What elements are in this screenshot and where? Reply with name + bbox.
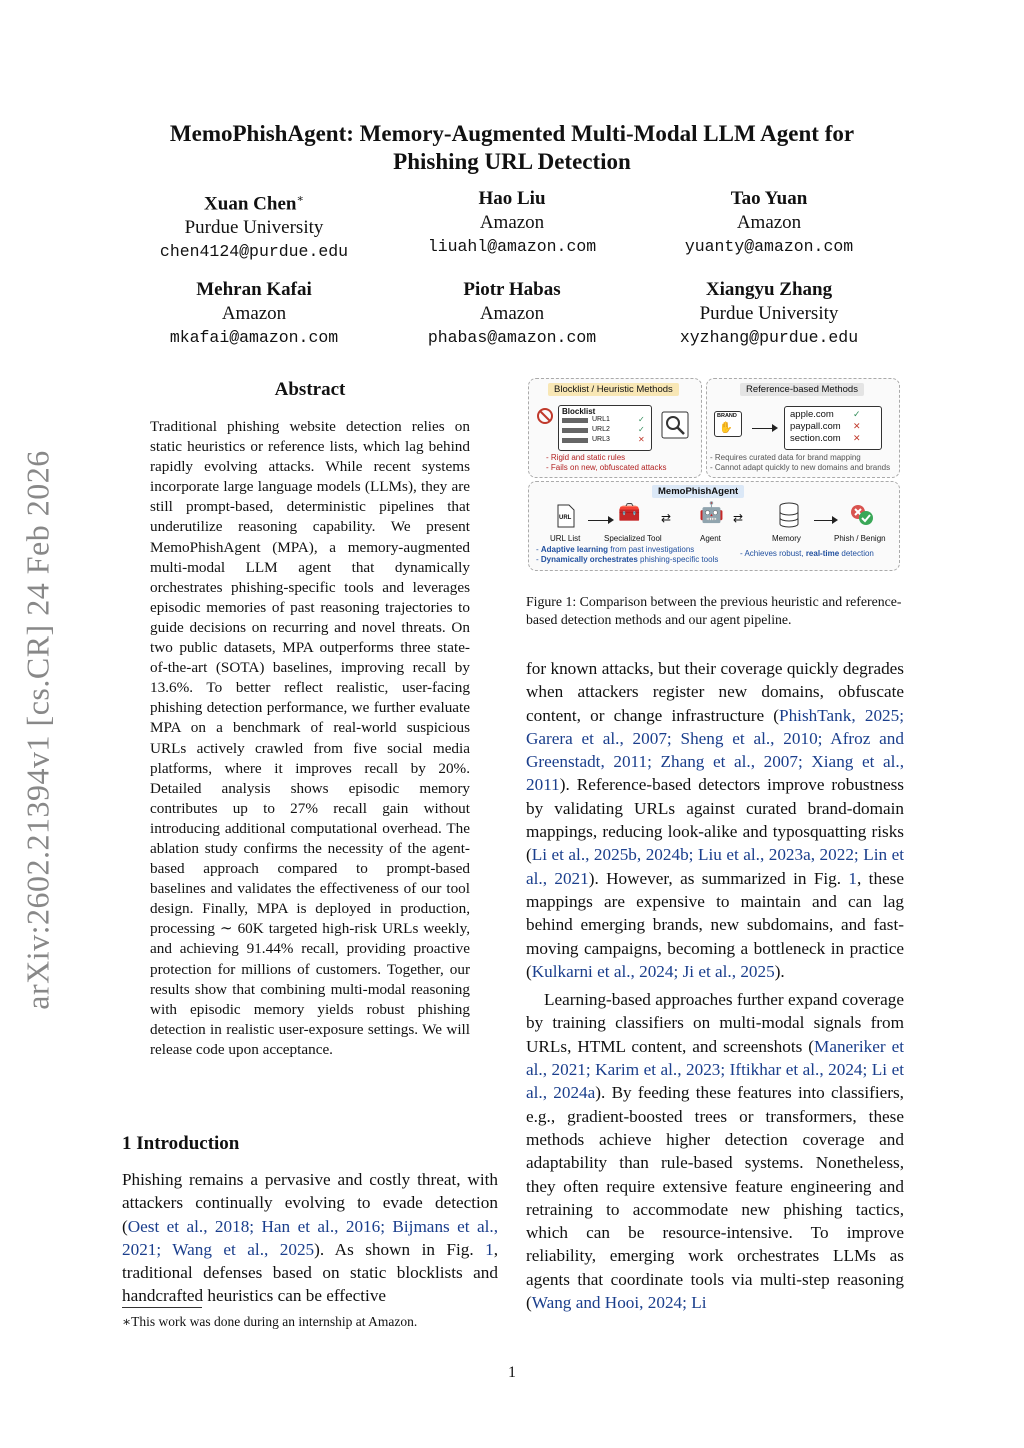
figure-reference-link[interactable]: 1 bbox=[485, 1239, 494, 1259]
paragraph: for known attacks, but their coverage quickly degrades when attackers register new domains, obfuscate content, or change infrastructure (PhishTank, 2025; Garera et al., 2007; Sheng et al., 2010; Afroz and Greenstadt, 2011; Zhang et al., 2007; Xiang et al., 2011). Reference-based detectors improve robustness by validating URLs against curated brand-domain mappings, reducing look-alike and typosquatting risks (Li et al., 2025b, 2024b; Liu et al., 2023a, 2022; Lin et al., 2021). However, as summarized in Fig. 1, these mappings are expensive to maintain and can lag behind emerging brands, new subdomains, and fast-moving campaigns, becoming a bottleneck in practice (Kulkarni et al., 2024; Ji et al., 2025). bbox=[526, 659, 904, 981]
pipeline-label: Phish / Benign bbox=[834, 534, 886, 543]
author-block bbox=[124, 187, 384, 264]
figure-1 bbox=[528, 378, 900, 570]
author-affiliation: Amazon bbox=[221, 303, 287, 324]
author-affiliation: Amazon bbox=[736, 212, 802, 233]
reference-note: - Requires curated data for brand mapping bbox=[710, 453, 861, 462]
title-line-1: MemoPhishAgent: Memory-Augmented Multi-Modal LLM Agent for bbox=[169, 121, 855, 146]
page-number: 1 bbox=[508, 1364, 516, 1381]
introduction-paragraph: Phishing remains a pervasive and costly threat, with attackers continually evolving to evade detection (Oest et al., 2018; Han et al., 2016; Bijmans et al., 2021; Wang et al., 2025). As shown in Fig. 1, traditional defenses based on static blocklists and handcrafted heuristics can be effective bbox=[122, 1170, 498, 1306]
author-block bbox=[382, 278, 642, 350]
phish-benign-icon bbox=[850, 504, 874, 526]
reference-panel-title: Reference-based Methods bbox=[740, 383, 864, 396]
author-affiliation: Amazon bbox=[479, 212, 545, 233]
caption-text: Comparison between the previous heuristic and reference-based detection methods and our agent pipeline. bbox=[526, 594, 902, 627]
handshake-icon: ✋ bbox=[719, 422, 733, 434]
author-name: Xiangyu Zhang bbox=[705, 279, 833, 300]
check-icon: ✓ bbox=[638, 425, 645, 434]
reference-note: - Cannot adapt quickly to new domains and brands bbox=[710, 463, 891, 472]
author-affiliation: Amazon bbox=[479, 303, 545, 324]
author-block bbox=[382, 187, 642, 259]
pipeline-label: Memory bbox=[772, 534, 801, 543]
paragraph: Learning-based approaches further expand coverage by training classifiers on multi-modal signals from URLs, HTML content, and screenshots (Maneriker et al., 2021; Karim et al., 2023; Iftikhar et al., 2024; Li et al., 2024a). By feeding these features into classifiers, e.g., gradient-boosted trees or transformers, these methods achieve higher detection coverage and adaptability than rule-based systems. Nonetheless, they often require extensive feature engineering and retraining to accommodate new phishing tactics, which can be resource-intensive. To improve reliability, emerging work orchestrates LLMs as agents that coordinate tools via multi-step reasoning (Wang and Hooi, 2024; Li bbox=[526, 990, 905, 1313]
list-bar bbox=[562, 418, 588, 423]
domain-entry: section.com bbox=[790, 433, 841, 444]
arrow-icon bbox=[588, 520, 612, 521]
cross-icon: ✕ bbox=[638, 435, 645, 444]
domain-entry: paypall.com bbox=[790, 421, 841, 432]
figure-caption bbox=[526, 593, 906, 629]
author-email[interactable]: yuanty@amazon.com bbox=[684, 237, 854, 256]
footnote: ∗This work was done during an internship at Amazon. bbox=[122, 1314, 418, 1329]
author-name: Xuan Chen bbox=[204, 193, 297, 215]
list-bar bbox=[562, 438, 588, 443]
abstract-heading: Abstract bbox=[274, 379, 346, 400]
right-column bbox=[526, 657, 904, 1314]
agent-note: - Achieves robust, real-time detection bbox=[740, 549, 874, 558]
paper-title bbox=[100, 120, 924, 176]
introduction-heading: 1 Introduction bbox=[122, 1133, 240, 1154]
author-email[interactable]: phabas@amazon.com bbox=[427, 328, 597, 347]
author-affiliation: Purdue University bbox=[699, 303, 839, 324]
exchange-icon: ⇄ bbox=[661, 511, 672, 525]
check-icon: ✓ bbox=[638, 415, 645, 424]
toolbox-icon: 🧰 bbox=[618, 502, 641, 522]
blocklist-note: - Fails on new, obfuscated attacks bbox=[546, 463, 667, 472]
blocklist-label: Blocklist bbox=[562, 407, 596, 416]
pipeline-label: Agent bbox=[700, 534, 721, 543]
citation-link[interactable]: PhishTank, 2025; Garera et al., 2007; Sheng et al., 2010; Afroz and Greenstadt, 2011; Zhang et al., 2007; Xiang et al., 2011 bbox=[526, 705, 904, 795]
caption-label: Figure 1: bbox=[526, 594, 577, 609]
footnote-rule bbox=[122, 1307, 202, 1308]
list-bar bbox=[562, 428, 588, 433]
citation-link[interactable]: Kulkarni et al., 2024; Ji et al., 2025 bbox=[531, 961, 775, 981]
author-email[interactable]: mkafai@amazon.com bbox=[169, 328, 339, 347]
exchange-icon: ⇄ bbox=[733, 511, 744, 525]
prohibited-icon bbox=[536, 407, 554, 425]
title-line-2: Phishing URL Detection bbox=[393, 149, 631, 174]
agent-note: - Dynamically orchestrates phishing-specific tools bbox=[536, 555, 719, 564]
domain-entry: apple.com bbox=[790, 409, 834, 420]
author-email[interactable]: chen4124@purdue.edu bbox=[159, 242, 349, 262]
author-name: Tao Yuan bbox=[730, 188, 808, 209]
blocklist-url: URL3 bbox=[592, 436, 610, 443]
blocklist-url: URL1 bbox=[592, 416, 610, 423]
author-name: Hao Liu bbox=[478, 188, 546, 209]
pipeline-label: Specialized Tool bbox=[604, 534, 662, 543]
author-block bbox=[639, 278, 899, 350]
arrow-icon bbox=[814, 520, 836, 521]
url-icon-label: URL bbox=[559, 515, 572, 521]
arxiv-identifier: arXiv:2602.21394v1 [cs.CR] 24 Feb 2026 bbox=[19, 450, 56, 1010]
abstract-text: Traditional phishing website detection relies on static heuristics or reference lists, which lag behind rapidly evolving attacks. While recent systems incorporate large language models (LLMs), they are still prompt-based, deterministic pipelines that underutilize reasoning capability. We present MemoPhishAgent (MPA), a memory-augmented multi-modal LLM agent that dynamically orchestrates phishing-specific tools and leverages episodic memories of past reasoning trajectories to guide decisions on recurring and novel threats. On two public datasets, MPA outperforms three state-of-the-art (SOTA) baselines, improving recall by 13.6%. To better reflect realistic, user-facing phishing detection performance, we further evaluate MPA on a benchmark of real-world suspicious URLs actively crawled from five social media platforms, where it improves recall by 20%. Detailed analysis shows episodic memory contributes up to 27% recall gain without introducing additional computational overhead. The ablation study confirms the necessity of the agent-based approach compared to prompt-based baselines and validates the effectiveness of our tool design. Finally, MPA is deployed in production, processing ∼ 60K targeted high-risk URLs weekly, and achieving 91.44% recall, providing proactive protection for millions of customers. Together, our results show that combining multi-modal reasoning with episodic memory yields robust phishing detection in realistic user-exposure settings. We will release code upon acceptance. bbox=[150, 418, 470, 1058]
author-name: Mehran Kafai bbox=[196, 279, 312, 300]
citation-link[interactable]: Maneriker et al., 2021; Karim et al., 2023; Iftikhar et al., 2024; Li et al., 2024a bbox=[526, 1036, 905, 1103]
cross-icon: ✕ bbox=[853, 421, 861, 431]
check-icon: ✓ bbox=[853, 409, 861, 419]
agent-note: - Adaptive learning from past investigations bbox=[536, 545, 695, 554]
author-email[interactable]: xyzhang@purdue.edu bbox=[679, 328, 859, 347]
author-footnote-mark: ∗ bbox=[296, 193, 304, 205]
citation-link[interactable]: Wang and Hooi, 2024; Li bbox=[531, 1293, 707, 1313]
blocklist-url: URL2 bbox=[592, 426, 610, 433]
blocklist-panel-title: Blocklist / Heuristic Methods bbox=[548, 383, 679, 396]
agent-panel-title: MemoPhishAgent bbox=[652, 485, 744, 498]
brand-label: BRAND bbox=[717, 413, 737, 419]
figure-reference-link[interactable]: 1 bbox=[848, 868, 858, 888]
author-email[interactable]: liuahl@amazon.com bbox=[427, 237, 597, 256]
citation-link[interactable]: Li et al., 2025b, 2024b; Liu et al., 2023a, 2022; Lin et al., 2021 bbox=[526, 845, 904, 888]
citation-link[interactable]: Oest et al., 2018; Han et al., 2016; Bijmans et al., 2021; Wang et al., 2025 bbox=[122, 1216, 498, 1259]
cross-icon: ✕ bbox=[853, 433, 861, 443]
arrow-icon bbox=[752, 428, 776, 429]
blocklist-note: - Rigid and static rules bbox=[546, 453, 626, 462]
author-block bbox=[124, 278, 384, 350]
author-block bbox=[639, 187, 899, 259]
database-icon bbox=[778, 502, 800, 528]
author-affiliation: Purdue University bbox=[184, 217, 324, 239]
magnifier-icon bbox=[661, 411, 689, 439]
robot-icon: 🤖 bbox=[699, 502, 724, 524]
pipeline-label: URL List bbox=[550, 534, 581, 543]
author-name: Piotr Habas bbox=[463, 279, 561, 300]
